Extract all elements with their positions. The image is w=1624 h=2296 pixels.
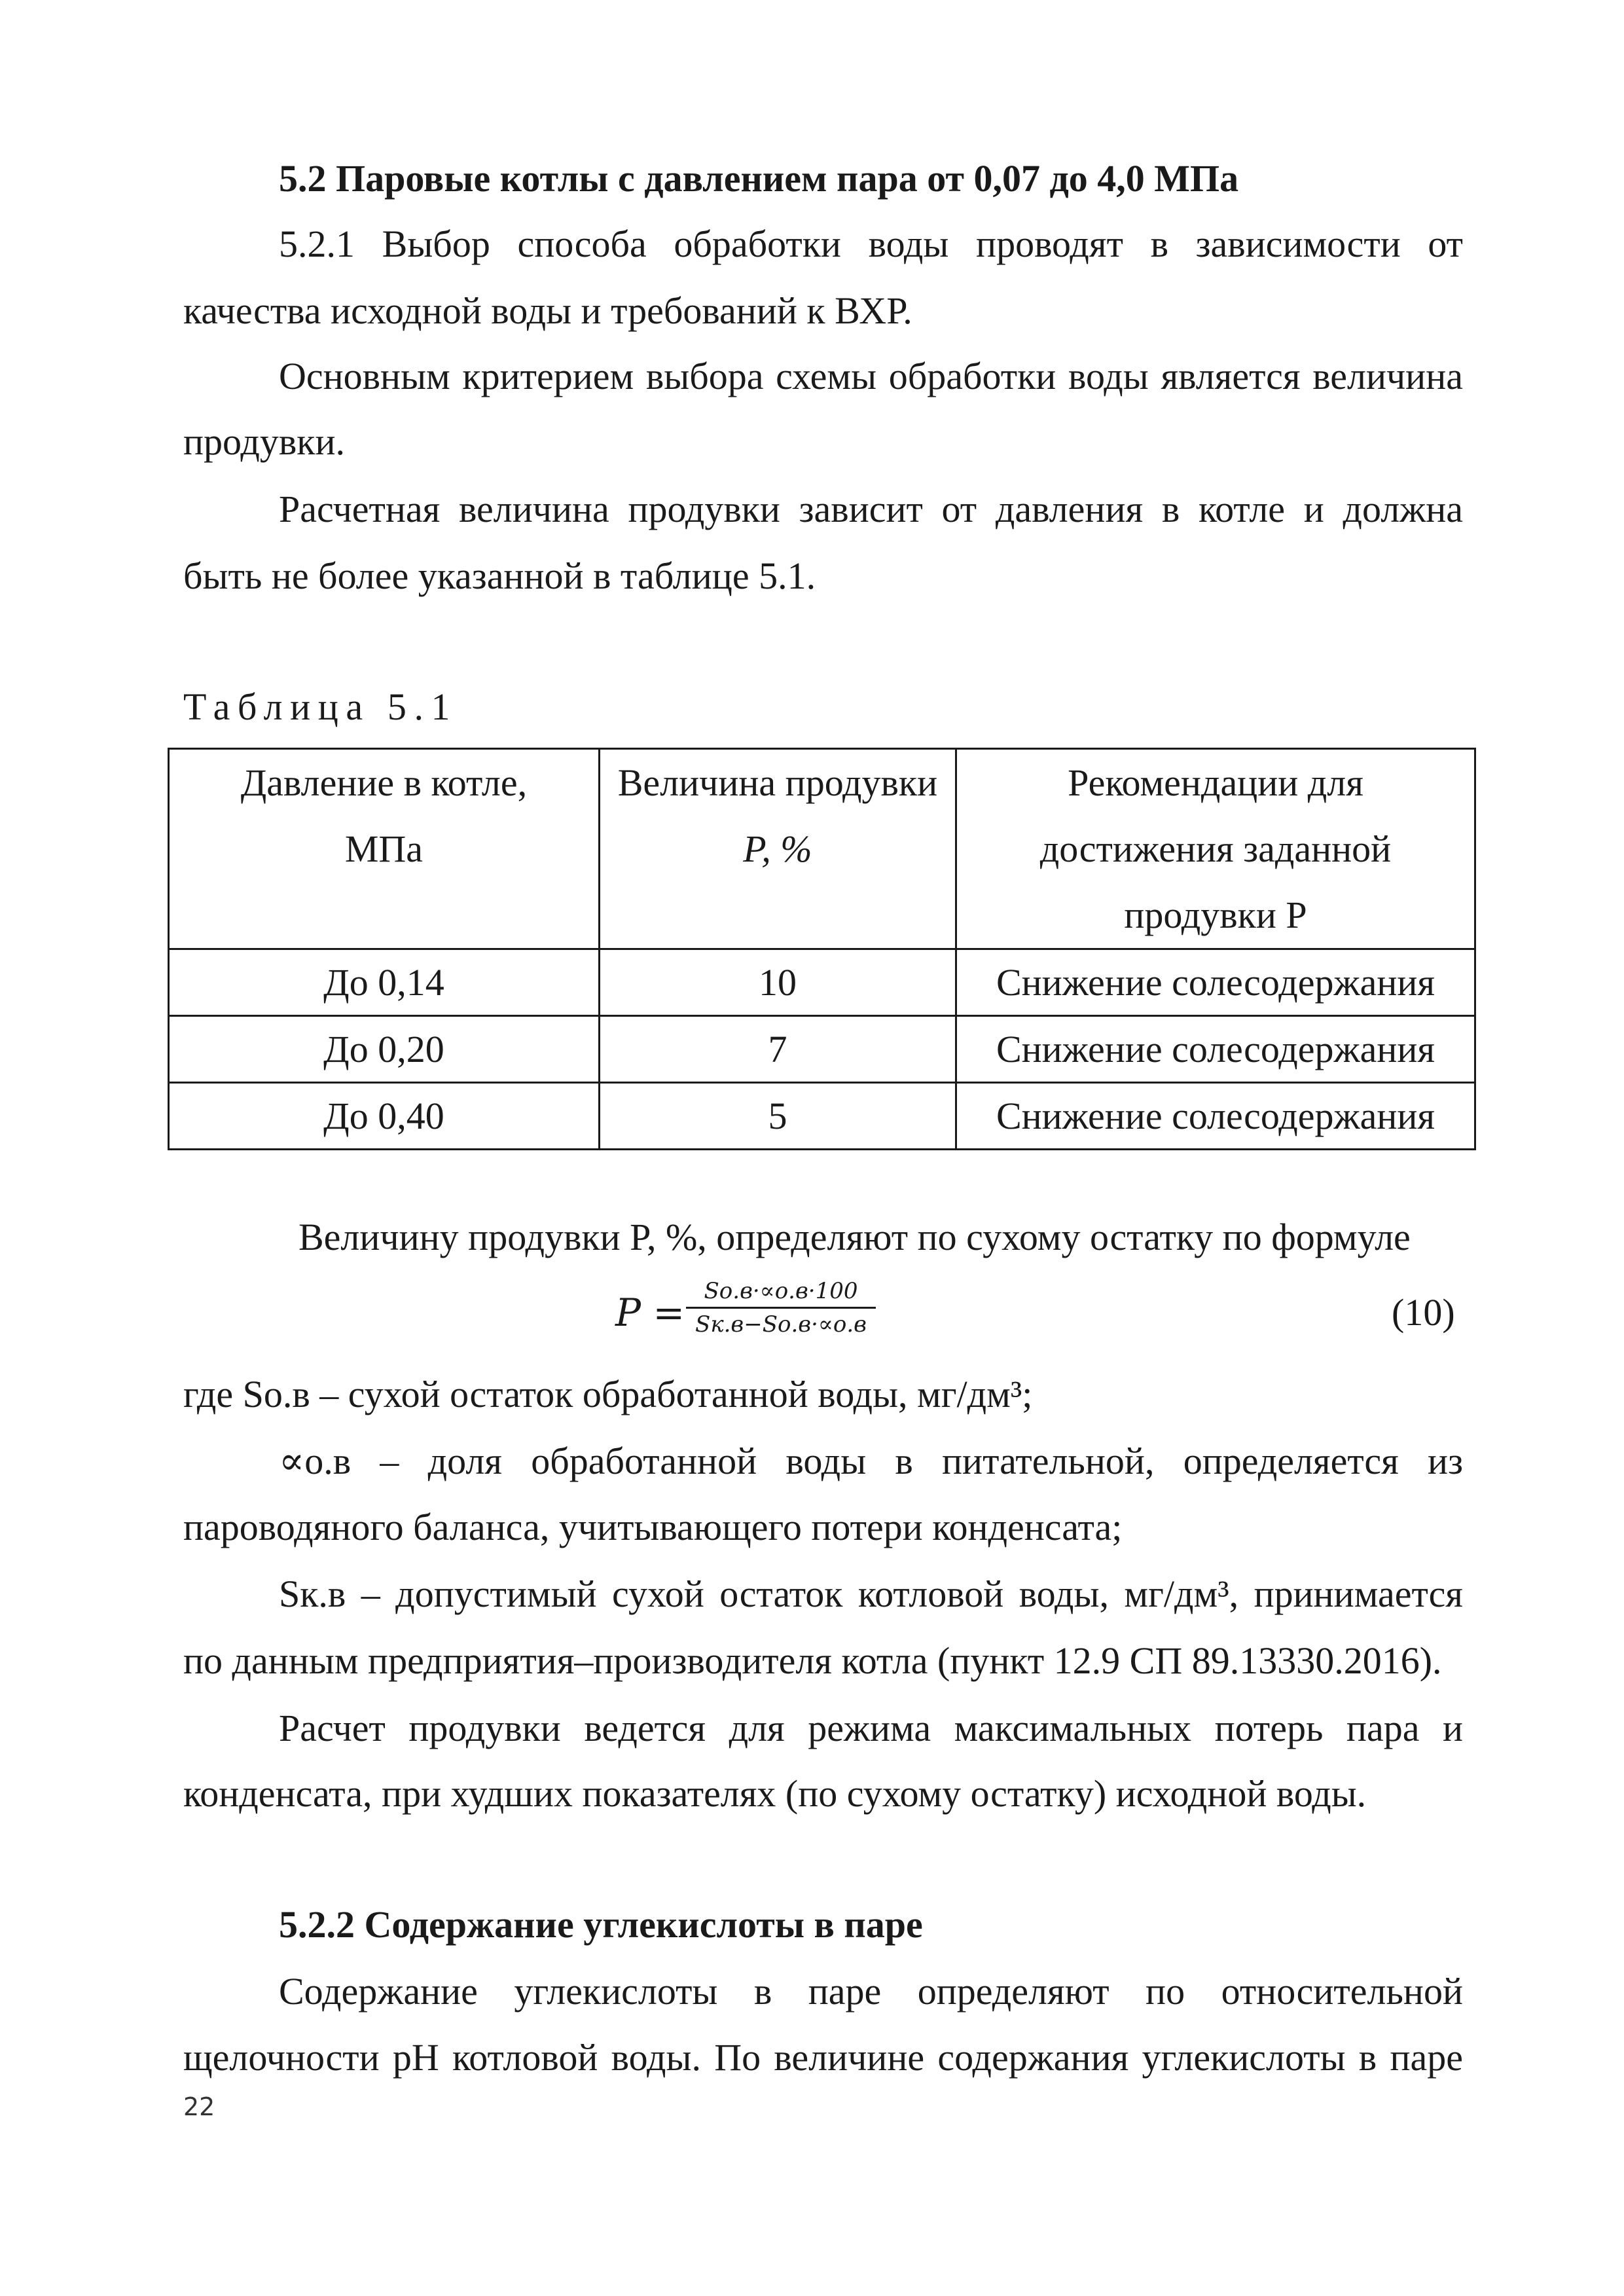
formula-intro: Величину продувки P, %, определяют по сухому остатку по формуле (298, 1216, 1411, 1258)
table-cell: Снижение солесодержания (956, 1083, 1475, 1150)
paragraph-line: продувки. (183, 420, 345, 463)
paragraph-line: конденсата, при худших показателях (по сухому остатку) исходной воды. (183, 1772, 1367, 1815)
paragraph-line: качества исходной воды и требований к ВХР. (183, 289, 912, 332)
section-heading-5-2: 5.2 Паровые котлы с давлением пара от 0,07 до 4,0 МПа (279, 157, 1239, 200)
paragraph-line: щелочности рН котловой воды. По величине содержания углекислоты в паре (183, 2036, 1463, 2079)
table-cell: 5 (599, 1083, 956, 1150)
formula-numerator: Sо.в·∝о.в·100 (704, 1278, 858, 1304)
table-row (169, 1016, 1475, 1083)
where-line: ∝о.в – доля обработанной воды в питательной, определяется из (279, 1440, 1463, 1482)
where-line: где Sо.в – сухой остаток обработанной воды, мг/дм³; (183, 1373, 1033, 1415)
fraction-bar (686, 1307, 876, 1309)
formula-number: (10) (1392, 1291, 1455, 1334)
where-line: пароводяного баланса, учитывающего потери конденсата; (183, 1506, 1123, 1548)
page-number: 22 (183, 2092, 215, 2121)
paragraph-line: быть не более указанной в таблице 5.1. (183, 555, 816, 597)
table-cell: Снижение солесодержания (956, 949, 1475, 1016)
paragraph-line: Содержание углекислоты в паре определяют по относительной (279, 1970, 1463, 2013)
table-row (169, 1083, 1475, 1150)
table-header-cell: Давление в котле, МПа (169, 749, 600, 949)
table-cell: До 0,20 (169, 1016, 600, 1083)
table-cell: 7 (599, 1016, 956, 1083)
table-cell: Снижение солесодержания (956, 1016, 1475, 1083)
paragraph-line: 5.2.1 Выбор способа обработки воды проводят в зависимости от (279, 223, 1463, 265)
table-caption: Таблица 5.1 (183, 685, 458, 728)
table-cell: До 0,14 (169, 949, 600, 1016)
table-cell: До 0,40 (169, 1083, 600, 1150)
paragraph-line: Основным критерием выбора схемы обработки воды является величина (279, 355, 1463, 397)
formula-fraction (686, 1277, 876, 1339)
table-header-cell: Рекомендации для достижения заданной продувки P (956, 749, 1475, 949)
section-heading-5-2-2: 5.2.2 Содержание углекислоты в паре (279, 1903, 923, 1946)
where-line: Sк.в – допустимый сухой остаток котловой воды, мг/дм³, принимается (279, 1573, 1463, 1615)
table-cell: 10 (599, 949, 956, 1016)
table-5-1 (168, 748, 1476, 1150)
paragraph-line: Расчет продувки ведется для режима максимальных потерь пара и (279, 1707, 1463, 1749)
formula-denominator: Sк.в−Sо.в·∝о.в (695, 1311, 867, 1338)
formula-lhs: P = (615, 1290, 685, 1335)
table-row (169, 949, 1475, 1016)
where-line: по данным предприятия–производителя котла (пункт 12.9 СП 89.13330.2016). (183, 1639, 1442, 1682)
table-header-cell: Величина продувки P, % (599, 749, 956, 949)
paragraph-line: Расчетная величина продувки зависит от давления в котле и должна (279, 488, 1463, 530)
table-header-row (169, 749, 1475, 949)
